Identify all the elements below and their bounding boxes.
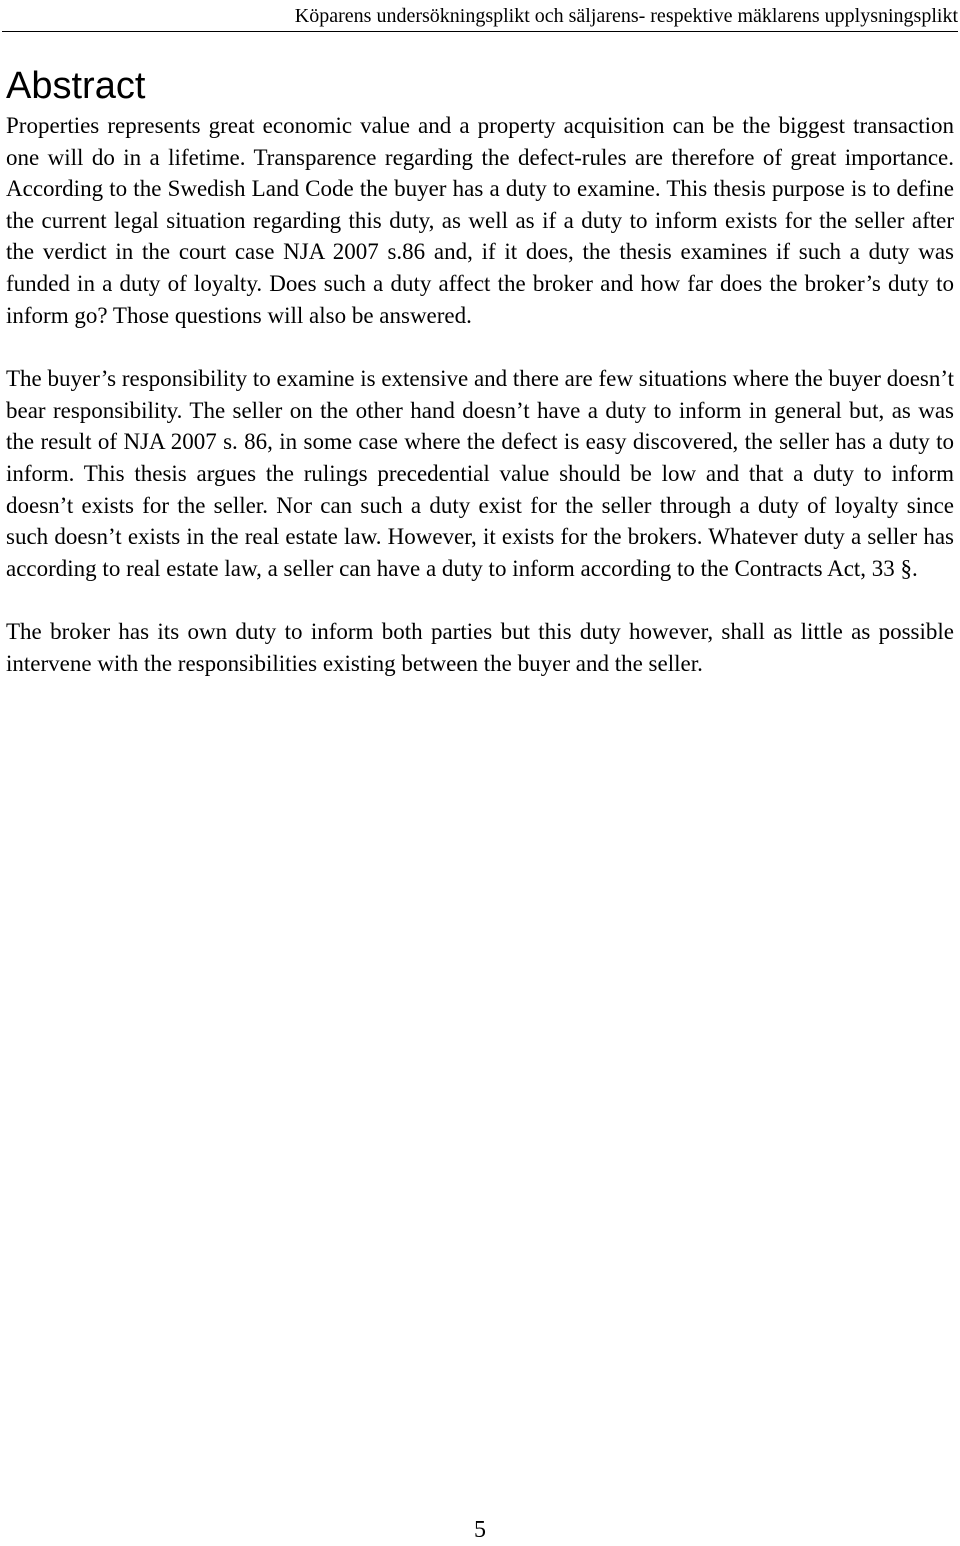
- running-header: Köparens undersökningsplikt och säljarens- respektive mäklarens upplysningsplikt: [294, 5, 958, 27]
- abstract-heading: Abstract: [6, 65, 146, 107]
- abstract-section: [6, 62, 954, 712]
- abstract-paragraph-1: Properties represents great economic value and a property acquisition can be the biggest transaction one will do in a lifetime. Transparence regarding the defect-rules are therefore of great importance. According to the Swedish Land Code the buyer has a duty to examine. This thesis purpose is to define the current legal situation regarding this duty, as well as if a duty to inform exists for the seller after the verdict in the court case NJA 2007 s.86 and, if it does, the thesis examines if such a duty was funded in a duty of loyalty. Does such a duty affect the broker and how far does the broker’s duty to inform go? Those questions will also be answered.: [6, 113, 954, 328]
- page-number: 5: [474, 1517, 486, 1543]
- header-divider: [2, 31, 958, 32]
- abstract-paragraph-3: The broker has its own duty to inform both parties but this duty however, shall as little as possible intervene with the responsibilities existing between the buyer and the seller.: [6, 619, 954, 676]
- abstract-paragraph-2: The buyer’s responsibility to examine is extensive and there are few situations where the buyer doesn’t bear responsibility. The seller on the other hand doesn’t have a duty to inform in general but, as was the result of NJA 2007 s. 86, in some case where the defect is easy discovered, the seller has a duty to inform. This thesis argues the rulings precedential value should be low and that a duty to inform doesn’t exists for the seller. Nor can such a duty exist for the seller through a duty of loyalty since such doesn’t exists in the real estate law. However, it exists for the brokers. Whatever duty a seller has according to real estate law, a seller can have a duty to inform according to the Contracts Act, 33 §.: [6, 366, 954, 581]
